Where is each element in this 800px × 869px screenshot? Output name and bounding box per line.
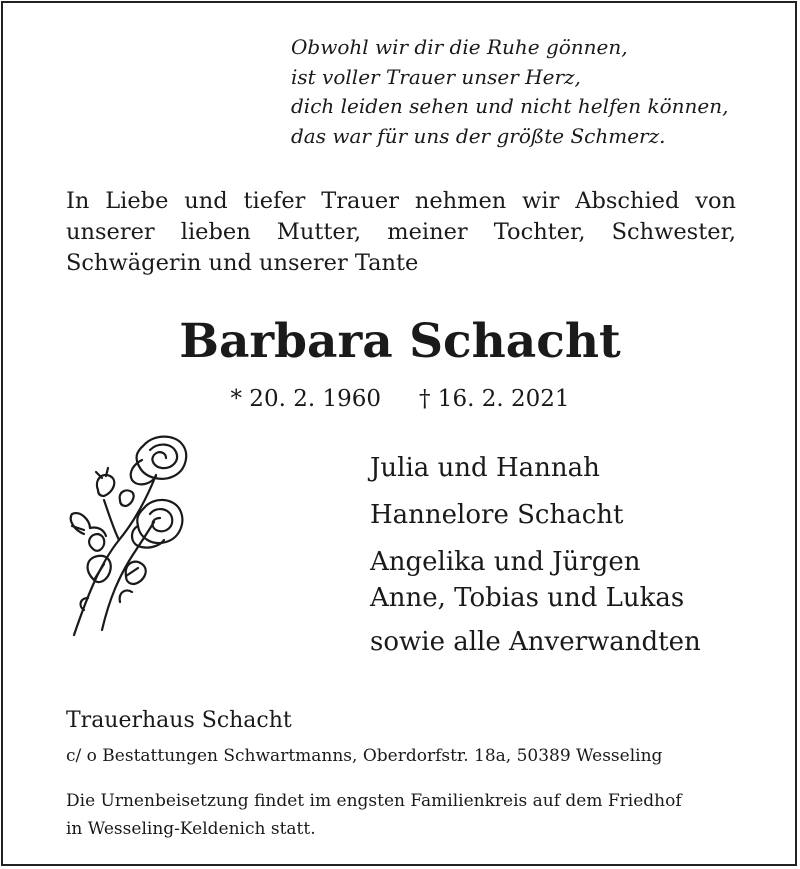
intro-line: unserer lieben Mutter, meiner Tochter, Schwester, [66,219,736,245]
mourning-house-title: Trauerhaus Schacht [66,708,292,733]
intro-line: Schwägerin und unserer Tante [66,250,419,276]
birth-date: * 20. 2. 1960 [230,386,381,412]
mourner-line: Julia und Hannah [370,453,600,483]
notice-line: in Wesseling-Keldenich statt. [66,819,316,839]
poem-line: dich leiden sehen und nicht helfen können, [291,94,729,118]
mourner-line: Hannelore Schacht [370,500,624,530]
mourner-line: sowie alle Anverwandten [370,627,701,657]
poem [291,33,728,151]
rose-icon [64,430,194,665]
poem-line: ist voller Trauer unser Herz, [291,64,581,89]
deceased-name: Barbara Schacht [179,314,621,369]
death-date: † 16. 2. 2021 [419,386,570,412]
life-dates [0,383,800,415]
notice-line: Die Urnenbeisetzung findet im engsten Familienkreis auf dem Friedhof [66,791,682,811]
poem-line: das war für uns der größte Schmerz. [291,123,666,148]
intro-text [66,186,736,279]
mourner-line: Anne, Tobias und Lukas [370,583,685,613]
mourner-line: Angelika und Jürgen [370,547,641,577]
burial-notice [66,787,746,843]
poem-line: Obwohl wir dir die Ruhe gönnen, [291,35,628,59]
mourning-house-address: c/ o Bestattungen Schwartmanns, Oberdorfstr. 18a, 50389 Wesseling [66,746,663,766]
intro-line: In Liebe und tiefer Trauer nehmen wir Abschied von [66,188,736,214]
